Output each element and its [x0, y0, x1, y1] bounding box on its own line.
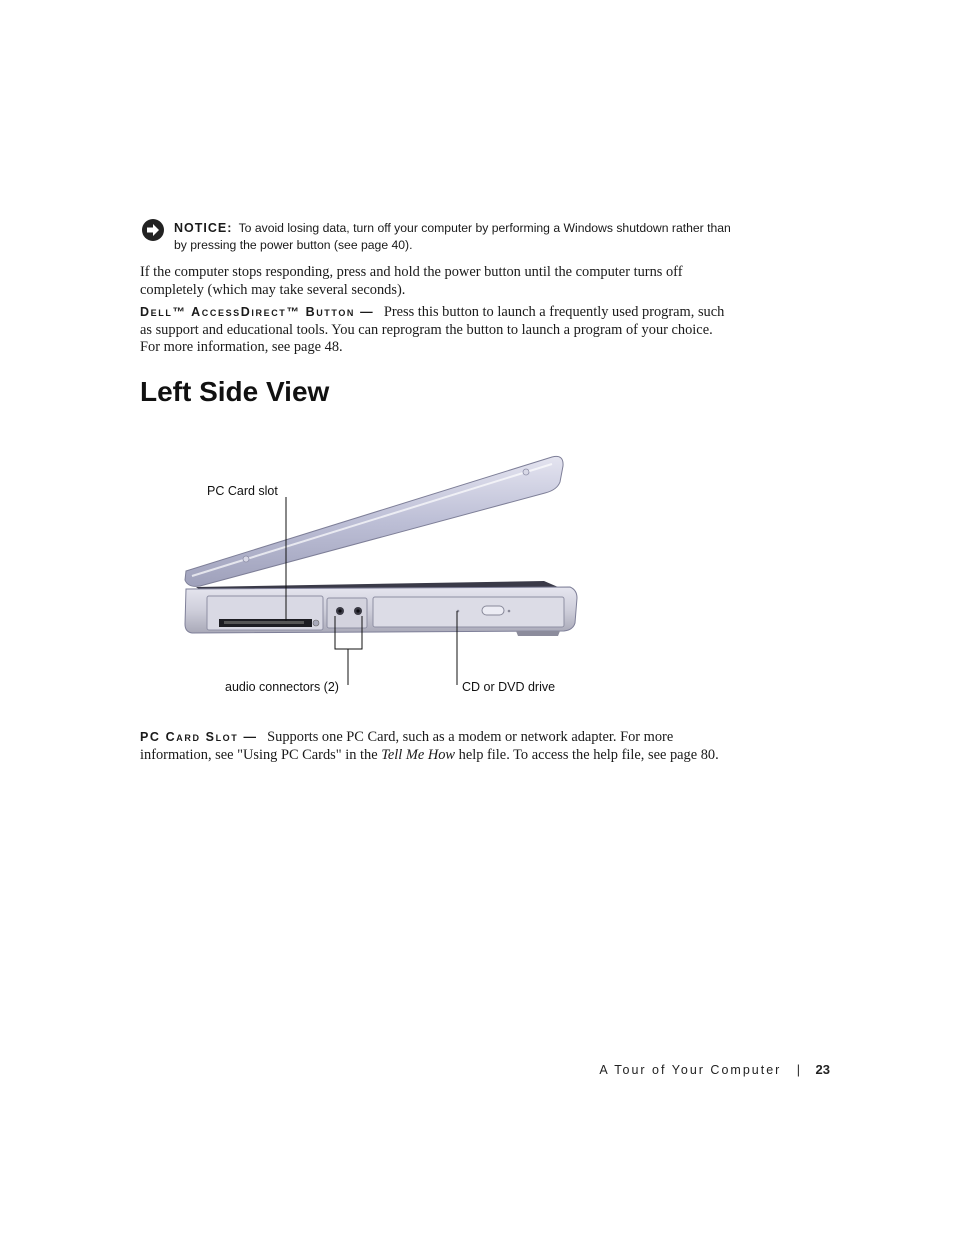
- notice-body: To avoid losing data, turn off your computer by performing a Windows shutdown rather than by pressing the power button (see page 40).: [174, 221, 731, 252]
- notice-text: [174, 220, 744, 254]
- notice-label: NOTICE:: [174, 221, 233, 235]
- section-title: Left Side View: [140, 376, 330, 407]
- accessdirect-paragraph: [140, 304, 725, 357]
- callout-audio-connectors: audio connectors (2): [225, 680, 339, 694]
- accessdirect-text: Press this button to launch a frequently used program, such as support and educational tools. You can reprogram the button to launch a program of your choice. For more information, see page 48.: [140, 304, 725, 355]
- power-paragraph: If the computer stops responding, press and hold the power button until the computer turns off completely (which may take several seconds).: [140, 264, 683, 298]
- pc-card-term: PC Card Slot —: [140, 730, 258, 744]
- accessdirect-term: Dell™ AccessDirect™ Button —: [140, 305, 375, 319]
- pc-card-text-after: help file. To access the help file, see page 80.: [458, 746, 719, 763]
- pc-card-text-before: Supports one PC Card, such as a modem or network adapter. For more information, see "Using PC Cards" in the: [140, 729, 674, 763]
- page-number: 23: [815, 1062, 830, 1077]
- notice-arrow-icon: [141, 218, 165, 242]
- page-footer: [599, 1062, 830, 1077]
- callout-pc-card-slot: PC Card slot: [207, 484, 278, 498]
- laptop-lid: [185, 456, 563, 586]
- left-side-view-figure: [140, 440, 780, 710]
- optical-drive-panel: [373, 597, 564, 627]
- pc-card-paragraph: [140, 729, 725, 764]
- pc-card-help-title: Tell Me How: [381, 746, 456, 763]
- laptop-side-illustration: [140, 440, 780, 710]
- callout-cd-dvd-drive: CD or DVD drive: [462, 680, 556, 694]
- footer-separator: |: [796, 1063, 801, 1077]
- eject-button: [482, 606, 504, 615]
- footer-chapter: A Tour of Your Computer: [599, 1063, 782, 1077]
